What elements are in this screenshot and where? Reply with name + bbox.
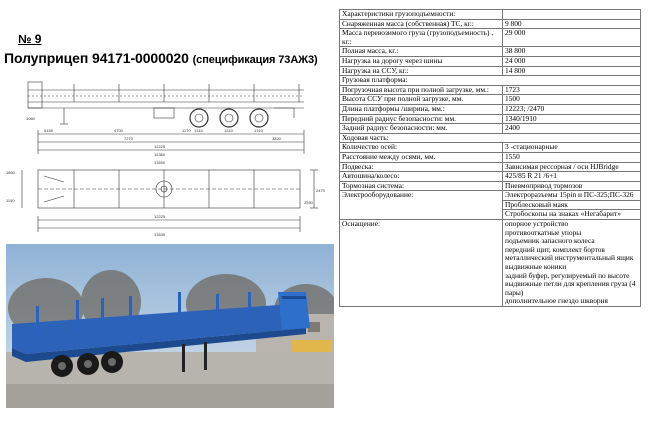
spec-code: (спецификация 73АЖ3): [192, 54, 318, 66]
dim-label: 1170: [182, 128, 191, 133]
table-row: [340, 162, 641, 172]
section-heading: Грузовая платформа:: [340, 76, 641, 86]
table-row: [340, 10, 641, 20]
table-row: [340, 220, 641, 307]
table-row: [340, 133, 641, 143]
dim-label: 5155: [44, 128, 53, 133]
table-row: [340, 191, 641, 201]
table-cell: Автошина/колесо:: [340, 172, 503, 182]
table-cell: Нагрузка на дорогу через шины: [340, 56, 503, 66]
dim-label: 12225: [154, 214, 166, 219]
table-row: [340, 181, 641, 191]
table-cell: Пневмопривод тормозов: [503, 181, 641, 191]
table-row: [340, 85, 641, 95]
table-row: [340, 143, 641, 153]
table-cell: Нагрузка на ССУ, кг.:: [340, 66, 503, 76]
table-row: [340, 124, 641, 134]
dim-label: 13630: [154, 232, 166, 237]
table-cell: 1500: [503, 95, 641, 105]
table-cell: Зависимая рессорная / оси HJBridge: [503, 162, 641, 172]
table-cell: Электроразъемы 15pin и ПС-325;ПС-326: [503, 191, 641, 201]
table-row: [340, 152, 641, 162]
table-cell: Характеристики грузоподъемности:: [340, 10, 503, 20]
list-item: противооткатные упоры: [505, 227, 582, 237]
dim-label: 3820: [272, 136, 281, 141]
document-number: № 9: [18, 32, 42, 46]
table-row: [340, 29, 641, 47]
document-title: [4, 50, 318, 66]
table-cell: Погрузочная высота при полной загрузке, мм.:: [340, 85, 503, 95]
table-cell: Тормозная система:: [340, 181, 503, 191]
dim-label: 2470: [316, 188, 325, 193]
table-cell: Электрооборудование:: [340, 191, 503, 220]
dim-label: 1850: [6, 170, 15, 175]
table-cell: Полная масса, кг.:: [340, 47, 503, 57]
table-cell: Высота ССУ при полной загрузке, мм.: [340, 95, 503, 105]
list-item: подъемник запасного колеса: [505, 236, 595, 246]
table-cell: Подвеска:: [340, 162, 503, 172]
side-view: [28, 82, 304, 154]
plan-view: [22, 170, 318, 232]
spec-table: [339, 9, 641, 307]
table-row: [340, 104, 641, 114]
table-cell: Передний радиус безопасности: мм.: [340, 114, 503, 124]
table-row: [340, 95, 641, 105]
list-item: выдвижные петли для крепления груза (4 пары): [505, 279, 636, 297]
list-item: дополнительное гнездо шкворня: [505, 296, 608, 306]
table-row: [340, 114, 641, 124]
table-row: [340, 47, 641, 57]
dim-label: 15360: [154, 152, 166, 157]
table-cell: 1340/1910: [503, 114, 641, 124]
table-cell: 425/85 R 21 /6+1: [503, 172, 641, 182]
dim-label: 4700: [114, 128, 123, 133]
table-cell: 29 000: [503, 29, 641, 47]
dim-label: 1310: [224, 128, 233, 133]
list-item: задний буфер, регулируемый по высоте: [505, 270, 630, 280]
list-item: опорное устройство: [505, 219, 569, 229]
dim-label: 1310: [194, 128, 203, 133]
dim-label: 13690: [154, 160, 166, 165]
dim-label: 1310: [254, 128, 263, 133]
table-cell: Количество осей:: [340, 143, 503, 153]
table-row: [340, 66, 641, 76]
product-name: Полуприцеп 94171-0000020: [4, 50, 189, 66]
list-item: передний щит, комплект бортов: [505, 244, 605, 254]
table-cell: 24 000: [503, 56, 641, 66]
dim-label: 2550: [304, 200, 313, 205]
table-cell: 3 -стационарные: [503, 143, 641, 153]
table-cell: Длина платформы /ширина, мм.:: [340, 104, 503, 114]
table-cell: Оснащение:: [340, 220, 503, 307]
table-cell: Задний радиус безопасности: мм.: [340, 124, 503, 134]
table-cell: Расстояние между осями, мм.: [340, 152, 503, 162]
table-cell: 38 800: [503, 47, 641, 57]
dim-label: 7270: [124, 136, 133, 141]
table-cell: 14 800: [503, 66, 641, 76]
list-item: металлический инструментальный ящик: [505, 253, 634, 263]
table-cell: Снаряженная масса (собственная) ТС, кг.:: [340, 19, 503, 29]
table-cell: 1723: [503, 85, 641, 95]
table-cell: 2400: [503, 124, 641, 134]
section-heading: Ходовая часть:: [340, 133, 641, 143]
table-cell: Масса перевозимого груза (грузоподъемность) , кг.:: [340, 29, 503, 47]
equipment-list: [503, 220, 641, 307]
table-cell: [503, 10, 641, 20]
table-row: [340, 172, 641, 182]
table-cell: Проблесковый маяк: [503, 200, 641, 210]
list-item: выдвижные коники: [505, 262, 567, 272]
table-row: [340, 76, 641, 86]
dim-label: 12225: [154, 144, 166, 149]
table-cell: Стробоскопы на знаках «Негабарит»: [503, 210, 641, 220]
dim-label: 1060: [26, 116, 35, 121]
table-cell: 9 800: [503, 19, 641, 29]
table-row: [340, 19, 641, 29]
table-row: [340, 56, 641, 66]
table-cell: 12223; /2470: [503, 104, 641, 114]
trailer-photo: [6, 244, 334, 408]
table-cell: 1550: [503, 152, 641, 162]
dim-label: 1150: [6, 198, 15, 203]
technical-drawing: [4, 72, 334, 242]
